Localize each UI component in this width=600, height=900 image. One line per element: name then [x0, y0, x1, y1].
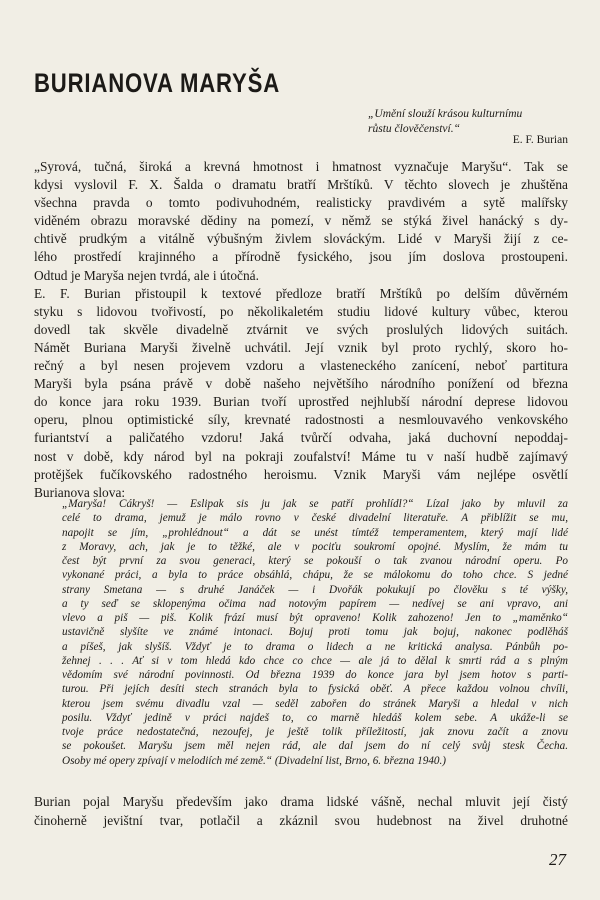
- text-line: strany Smetana — s druhé Janáček — i Dvořák pokukují po člověku s té výšky,: [62, 583, 568, 596]
- text-line: dovedl tak skvěle divadelně ztvárnit ve svých proslulých lidových suitách.: [34, 321, 568, 337]
- closing-paragraph: [34, 793, 568, 830]
- text-line: žehnej . . . Ať si v tom hledá kdo chce co chce — ale já to dělal k smrti rád a s plným: [62, 654, 568, 667]
- text-line: se pokoušet. Maryšu jsem měl nejen rád, ale dal jsem do ní celý svůj stesk Čecha.: [62, 740, 568, 753]
- text-line: viděném obrazu moravské dědiny na pomezí, v němž se stýká živel hanácký s dy-: [34, 213, 568, 229]
- text-line: „Maryša! Cákryš! — Eslipak sis ju jak se patří prohlídl?“ Lízal jako by mluvil za: [62, 498, 568, 510]
- text-line: činoherně jevištní tvar, potlačil a zkáznil svou hudebnost na živel druhotné: [34, 812, 568, 828]
- body-paragraphs: [34, 158, 568, 502]
- text-line: protějšek fučíkovského radostného heroismu. Vznik Maryši vám nejlépe osvětlí: [34, 466, 568, 482]
- text-line: Maryši byla psána právě v době našeho největšího národního ponížení od března: [34, 376, 568, 392]
- chapter-title: BURIANOVA MARYŠA: [34, 68, 281, 98]
- text-line: vlevo a piš — piš. Kolik frází musí být opraveno! Kolik zahozeno! Jen to „maměnko“: [62, 612, 568, 624]
- text-line: „Syrová, tučná, široká a krevná hmotnost i hmatnost vyznačuje Maryšu“. Tak se: [34, 159, 568, 174]
- text-line: ustavičně slyšíte ve známé intonaci. Bojuj proti tomu jak bojuj, nakonec podlěháš: [62, 626, 568, 639]
- text-line: všechna pravda o tomto podivuhodném, realisticky pravdivém a sytě malířsky: [34, 195, 568, 211]
- text-line: E. F. Burian přistoupil k textové předloze bratří Mrštíků po delším důvěrném: [34, 285, 568, 301]
- text-line: a ty seď se sklopenýma očima nad notovým papírem — nedívej se ani vpravo, ani: [62, 597, 568, 610]
- text-line: nost v době, kdy národ byl na pokraji zoufalství! Máme tu v naší hudbě zajímavý: [34, 448, 568, 464]
- epigraph-line: růstu člověčenství.“: [368, 123, 460, 135]
- text-line: styku s lidovou tvořivostí, po několikaletém studiu lidové kultury vůbec, kterou: [34, 303, 568, 319]
- text-line: celé to drama, jemuž je málo rovno v české divadelní literatuře. A přiblížit se mu,: [62, 512, 568, 525]
- text-line: furiantství a paličatého vzdoru! Jaká tvůrčí odvaha, jaká duchovní nepoddaj-: [34, 430, 568, 446]
- epigraph: [368, 107, 568, 137]
- text-line: chtivě prudkým a vitálně výbušným živlem slováckým. Lidé v Maryši žijí z ce-: [34, 231, 568, 247]
- text-line: Burian pojal Maryšu především jako drama lidské vášně, nechal mluvit její čistý: [34, 794, 568, 809]
- text-line: operu, plnou optimistické síly, krevnaté radostnosti a nesmlouvavého venkovského: [34, 412, 568, 428]
- text-line: tvoje práce nedostatečná, nezoufej, je ještě tolik příležitostí, jak znovu začít a znovu: [62, 726, 568, 738]
- text-line: kdysi vyslovil F. X. Šalda o dramatu bratří Mrštíků. V těchto slovech je zhuštěna: [34, 177, 568, 193]
- text-line: vědomím své národní povinnosti. Od března 1939 do konce jara byl jsem hotov s parti-: [62, 669, 568, 681]
- text-line: turou. Při jejích desíti stech stranách byla to fysická oběť. A přece každou volnou chvíli,: [62, 683, 568, 696]
- text-line: do konce jara roku 1939. Burian tvoří uprostřed nejhlubší národní deprese lidovou: [34, 394, 568, 410]
- text-line: posilu. Vždyť jedině v práci najdeš to, co marně hledáš kolem sebe. A ukáže-li se: [62, 711, 568, 724]
- text-line: Odtud je Maryša nejen tvrdá, ale i útočná.: [34, 267, 259, 283]
- epigraph-line: „Umění slouží krásou kulturnímu: [368, 108, 523, 120]
- text-line: kterou jsem svému divadlu vzal — seděl zabořen do stránek Maryši a hledal v nich: [62, 697, 568, 710]
- page-number: 27: [549, 850, 566, 869]
- text-line: z Moravy, ach, jak je to těžké, ale v pociťu soukromí opojné. Myslím, že mám tu: [62, 540, 568, 553]
- text-line: Námět Buriana Maryši živelně uchvátil. Její vznik byl proto rychlý, skoro ho-: [34, 339, 568, 355]
- text-line: lého prostředí krajinného a přírodně fysického, jsou jím doslova prostoupeni.: [34, 249, 568, 265]
- text-line: Burianova slova:: [34, 484, 126, 500]
- text-line: a píšeš, jak slyšíš. Vždyť je to drama o lidech a ne kritická analysa. Pánbůh po-: [62, 640, 568, 653]
- text-line: čest být první za svou generaci, který se pokouší o tak zvanou národní operu. Po: [62, 555, 568, 567]
- block-quote: [62, 497, 568, 768]
- text-line: vykonané práci, a byla to práce obsáhlá, chápu, že se málokomu do toho chce. S jedné: [62, 569, 568, 582]
- text-line: napojit se jím, „prohlédnout“ a dát se unést tímtéž temperamentem, který mají lidé: [62, 526, 568, 539]
- epigraph-author: E. F. Burian: [512, 134, 568, 146]
- text-line: Osoby mé opery zpívají v melodiích mé země.“ (Divadelní list, Brno, 6. března 1940.): [62, 754, 447, 767]
- text-line: rečný a byl nesen projevem vzdoru a vlasteneckého zanícení, neboť partitura: [34, 358, 568, 374]
